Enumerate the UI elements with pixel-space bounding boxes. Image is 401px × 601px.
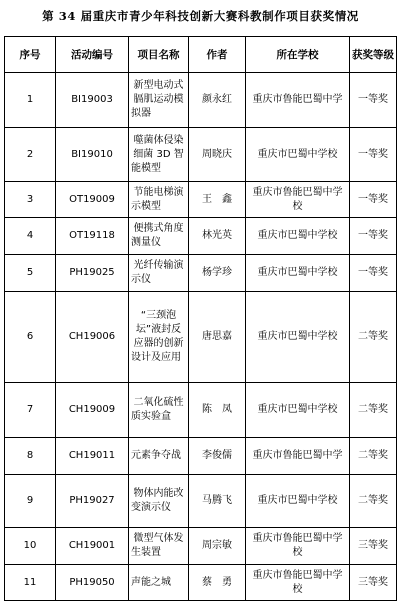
cell-school: 重庆市鲁能巴蜀中学校 [246,528,350,565]
cell-school: 重庆市巴蜀中学校 [246,383,350,438]
header-no: 序号 [5,37,56,73]
table-row [5,438,397,475]
cell-award: 一等奖 [350,218,397,255]
cell-project: 二氧化硫性质实验盒 [129,383,189,438]
table-row [5,528,397,565]
header-author: 作者 [189,37,246,73]
cell-no: 10 [5,528,56,565]
cell-author: 李俊儒 [189,438,246,475]
cell-author: 蔡 勇 [189,565,246,601]
cell-code: PH19025 [56,255,129,292]
cell-author: 颜永红 [189,73,246,128]
table-row [5,292,397,383]
cell-no: 7 [5,383,56,438]
cell-award: 三等奖 [350,565,397,601]
cell-code: CH19006 [56,292,129,383]
cell-project: 元素争夺战 [129,438,189,475]
cell-no: 2 [5,128,56,182]
cell-award: 三等奖 [350,528,397,565]
cell-author: 林光英 [189,218,246,255]
table-header-row [5,37,397,73]
cell-code: CH19011 [56,438,129,475]
awards-table [4,36,397,601]
table-row [5,565,397,601]
cell-author: 唐思嘉 [189,292,246,383]
cell-school: 重庆市鲁能巴蜀中学校 [246,182,350,218]
header-school: 所在学校 [246,37,350,73]
cell-school: 重庆市巴蜀中学校 [246,475,350,528]
cell-project: 噬菌体侵染细菌 3D 智能模型 [129,128,189,182]
cell-award: 二等奖 [350,292,397,383]
cell-code: OT19009 [56,182,129,218]
cell-project: 节能电梯演示模型 [129,182,189,218]
cell-award: 一等奖 [350,255,397,292]
cell-code: PH19050 [56,565,129,601]
table-row [5,475,397,528]
cell-project: 微型气体发生装置 [129,528,189,565]
cell-code: OT19118 [56,218,129,255]
cell-no: 6 [5,292,56,383]
table-row [5,182,397,218]
table-row [5,73,397,128]
cell-award: 一等奖 [350,182,397,218]
cell-school: 重庆市巴蜀中学校 [246,218,350,255]
cell-no: 8 [5,438,56,475]
document-title: 第 34 届重庆市青少年科技创新大赛科教制作项目获奖情况 [42,9,359,23]
header-project: 项目名称 [129,37,189,73]
cell-school: 重庆市鲁能巴蜀中学校 [246,565,350,601]
cell-no: 11 [5,565,56,601]
cell-author: 周晓庆 [189,128,246,182]
cell-school: 重庆市巴蜀中学校 [246,255,350,292]
cell-award: 二等奖 [350,438,397,475]
cell-author: 马腾飞 [189,475,246,528]
cell-school: 重庆市巴蜀中学校 [246,128,350,182]
cell-award: 一等奖 [350,73,397,128]
cell-no: 9 [5,475,56,528]
cell-no: 4 [5,218,56,255]
cell-code: BI19010 [56,128,129,182]
cell-project: 便携式角度测量仪 [129,218,189,255]
cell-no: 1 [5,73,56,128]
cell-project: 物体内能改变演示仪 [129,475,189,528]
cell-code: CH19009 [56,383,129,438]
cell-award: 二等奖 [350,475,397,528]
table-row [5,383,397,438]
table-row [5,128,397,182]
cell-author: 周宗敏 [189,528,246,565]
cell-project: “三颈泡坛”液封反应器的创新设计及应用 [129,292,189,383]
header-award: 获奖等级 [350,37,397,73]
cell-school: 重庆市鲁能巴蜀中学 [246,438,350,475]
cell-code: PH19027 [56,475,129,528]
cell-project: 光纤传输演示仪 [129,255,189,292]
cell-code: CH19001 [56,528,129,565]
header-code: 活动编号 [56,37,129,73]
cell-author: 王 鑫 [189,182,246,218]
cell-award: 二等奖 [350,383,397,438]
cell-award: 一等奖 [350,128,397,182]
cell-no: 3 [5,182,56,218]
cell-no: 5 [5,255,56,292]
cell-project: 声能之城 [129,565,189,601]
cell-school: 重庆市鲁能巴蜀中学 [246,73,350,128]
cell-author: 杨学珍 [189,255,246,292]
cell-school: 重庆市巴蜀中学校 [246,292,350,383]
table-row [5,255,397,292]
table-row [5,218,397,255]
cell-code: BI19003 [56,73,129,128]
cell-project: 新型电动式膈肌运动模拟器 [129,73,189,128]
cell-author: 陈 凤 [189,383,246,438]
